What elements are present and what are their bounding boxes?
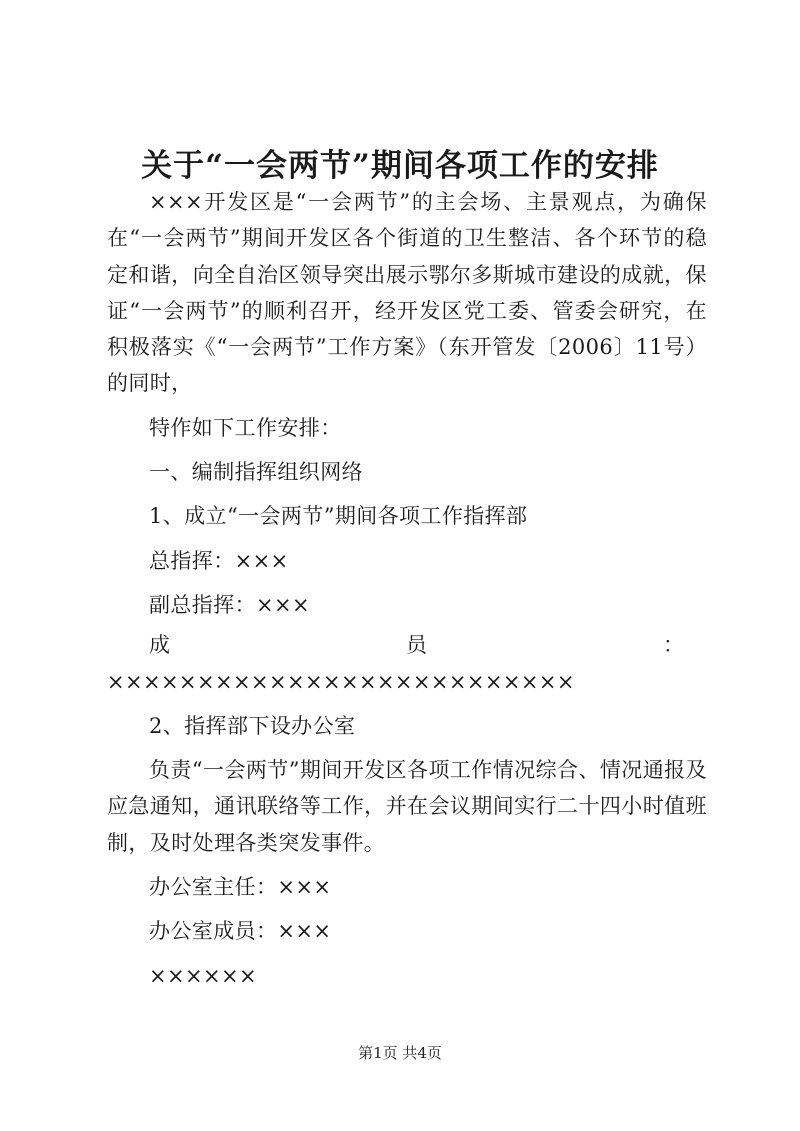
members-names-line: ×××××××××××××××××××××××××× [107, 669, 575, 694]
members-label-colon: ： [663, 633, 684, 658]
vice-commander-line: 副总指挥：××× [149, 592, 310, 617]
members-label-char-1: 成 [149, 633, 170, 658]
document-title: 关于“一会两节”期间各项工作的安排 [141, 148, 659, 184]
members-label-char-2: 员 [406, 633, 427, 658]
arrangement-paragraph: 特作如下工作安排： [149, 415, 342, 440]
office-director-line: 办公室主任：××× [149, 875, 332, 900]
item-1-heading: 1、成立“一会两节”期间各项工作指挥部 [149, 504, 528, 529]
section-heading-1: 一、编制指挥组织网络 [149, 460, 363, 485]
intro-paragraph: ×××开发区是“一会两节”的主会场、主景观点，为确保在“一会两节”期间开发区各个街道的卫生整洁、各个环节的稳定和谐，向全自治区领导突出展示鄂尔多斯城市建设的成就，保证“一会两节”的顺利召开，经开发区党工委、管委会研究，在积极落实《“一会两节”工作方案》（东开管发〔2006〕11号）的同时， [107, 190, 707, 396]
office-duty-paragraph: 负责“一会两节”期间开发区各项工作情况综合、情况通报及应急通知，通讯联络等工作，并在会议期间实行二十四小时值班制，及时处理各类突发事件。 [107, 758, 707, 855]
members-label-line [149, 627, 684, 663]
item-2-heading: 2、指挥部下设办公室 [149, 713, 356, 738]
page-footer: 第1页 共4页 [358, 1044, 442, 1062]
commander-line: 总指挥：××× [149, 548, 289, 573]
document-body [107, 184, 707, 994]
office-members-more-line: ×××××× [149, 963, 257, 988]
office-members-line: 办公室成员：××× [149, 919, 332, 944]
